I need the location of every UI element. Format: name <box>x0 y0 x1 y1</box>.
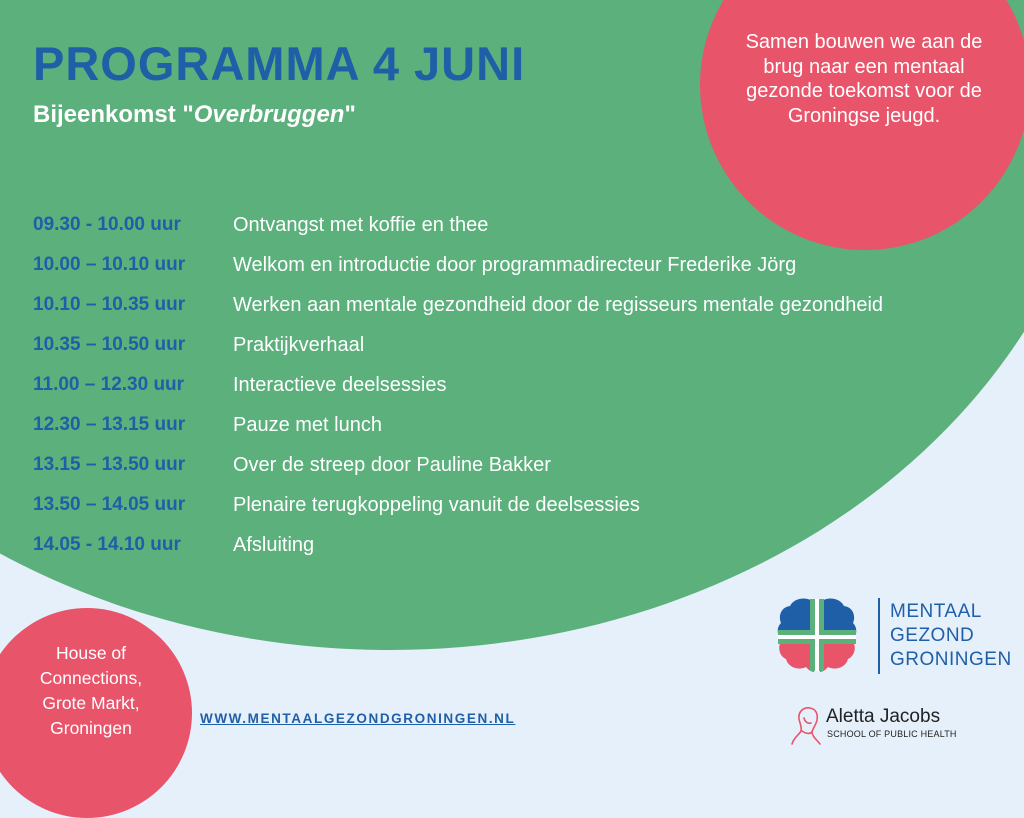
schedule-time: 11.00 – 12.30 uur <box>33 374 185 395</box>
logo-divider <box>878 598 880 674</box>
page-subtitle <box>33 101 356 129</box>
schedule-row <box>33 365 883 405</box>
location-text: House of Connections, Grote Markt, Groningen <box>39 643 143 738</box>
schedule-row <box>33 325 883 365</box>
schedule-list <box>33 205 883 565</box>
schedule-time: 09.30 - 10.00 uur <box>33 214 181 235</box>
schedule-activity: Pauze met lunch <box>233 413 382 436</box>
schedule-row <box>33 205 883 245</box>
schedule-time: 10.00 – 10.10 uur <box>33 254 186 275</box>
schedule-activity: Praktijkverhaal <box>233 333 365 356</box>
mgg-logo-line: MENTAAL <box>890 601 982 622</box>
schedule-time: 10.35 – 10.50 uur <box>33 334 186 355</box>
schedule-activity: Welkom en introductie door programmadirecteur Frederike Jörg <box>233 253 797 276</box>
page-title: PROGRAMMA 4 JUNI <box>33 37 526 90</box>
schedule-row <box>33 445 883 485</box>
tagline-text: Samen bouwen we aan de brug naar een mentaal gezonde toekomst voor de Groningse jeugd. <box>745 31 983 127</box>
website-link[interactable]: WWW.MENTAALGEZONDGRONINGEN.NL <box>200 711 516 726</box>
portrait-line-icon <box>790 704 824 746</box>
schedule-time: 14.05 - 14.10 uur <box>33 534 181 555</box>
mgg-logo-line: GEZOND <box>890 625 975 646</box>
schedule-activity: Interactieve deelsessies <box>233 373 447 396</box>
mgg-logo-line: GRONINGEN <box>890 649 1012 670</box>
schedule-activity: Afsluiting <box>233 533 315 556</box>
mgg-logo-text <box>890 600 1012 672</box>
schedule-row <box>33 245 883 285</box>
schedule-time: 13.15 – 13.50 uur <box>33 454 186 475</box>
schedule-activity: Werken aan mentale gezondheid door de regisseurs mentale gezondheid <box>233 293 884 316</box>
schedule-activity: Plenaire terugkoppeling vanuit de deelsessies <box>233 493 640 516</box>
schedule-time: 13.50 – 14.05 uur <box>33 494 186 515</box>
subtitle-prefix: Bijeenkomst " <box>33 101 194 128</box>
subtitle-emphasis: Overbruggen <box>193 101 345 128</box>
brain-cross-icon <box>776 596 858 674</box>
schedule-time: 12.30 – 13.15 uur <box>33 414 186 435</box>
schedule-time: 10.10 – 10.35 uur <box>33 294 186 315</box>
schedule-activity: Over de streep door Pauline Bakker <box>233 453 551 476</box>
aletta-jacobs-subtitle: SCHOOL OF PUBLIC HEALTH <box>827 729 957 739</box>
schedule-row <box>33 525 883 565</box>
aletta-jacobs-name: Aletta Jacobs <box>826 706 941 727</box>
schedule-row <box>33 405 883 445</box>
schedule-row <box>33 285 883 325</box>
schedule-row <box>33 485 883 525</box>
subtitle-suffix: " <box>344 101 356 128</box>
schedule-activity: Ontvangst met koffie en thee <box>233 213 489 236</box>
